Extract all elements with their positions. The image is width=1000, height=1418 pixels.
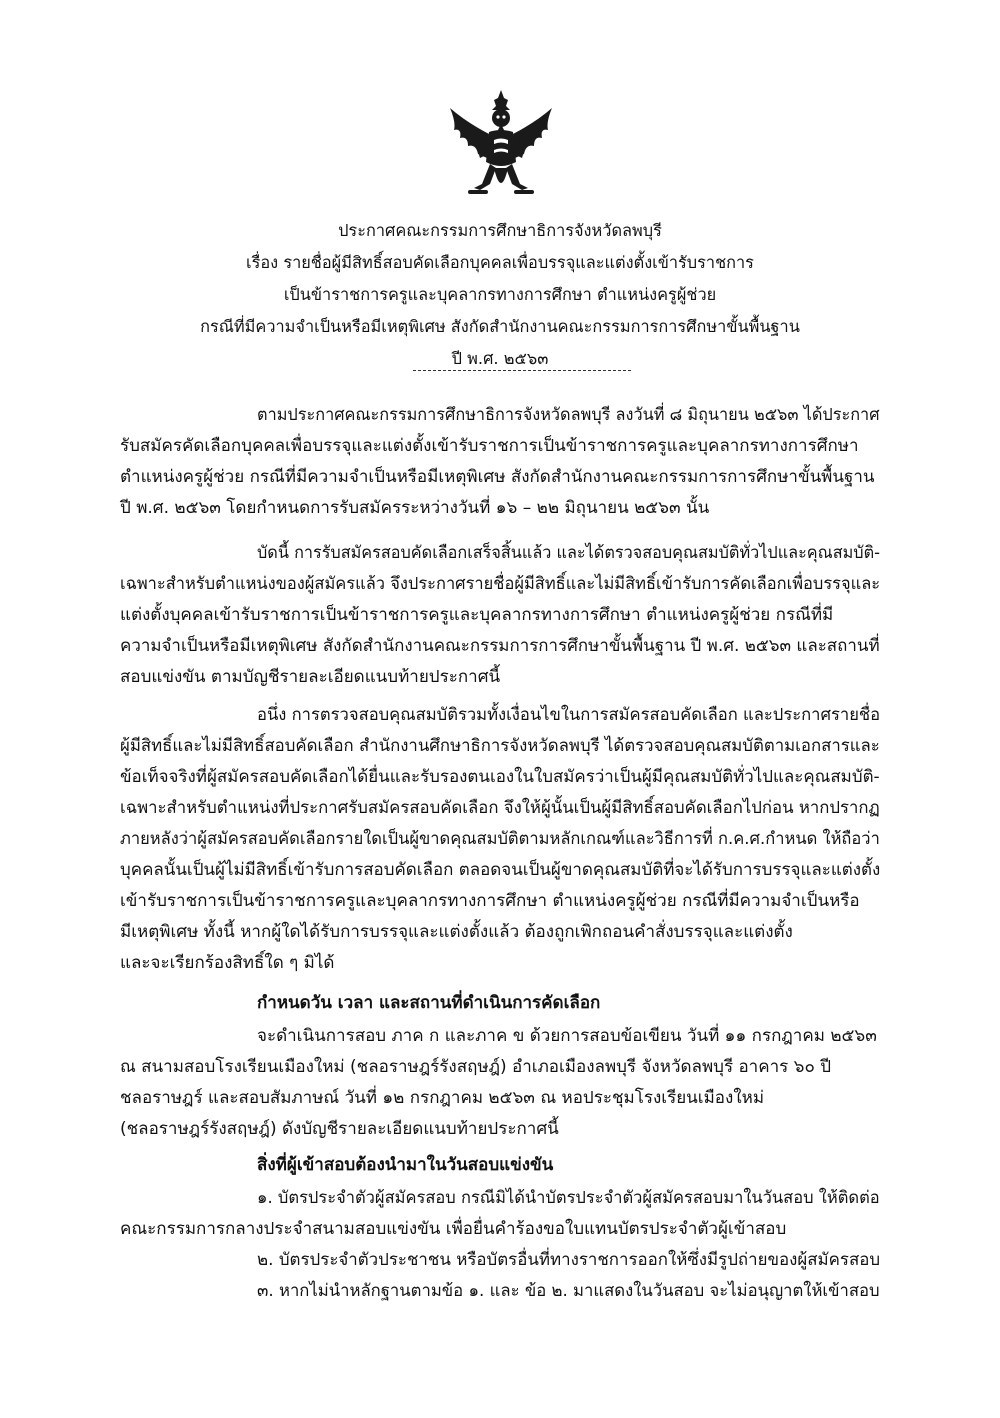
schedule-line: (ชลอราษฎร์รังสฤษฎ์) ดังบัญชีรายละเอียดแนบท้ายประกาศนี้ <box>120 1119 559 1139</box>
paragraph-2-line: แต่งตั้งบุคคลเข้ารับราชการเป็นข้าราชการครูและบุคลากรทางการศึกษา ตำแหน่งครูผู้ช่วย กรณีที่มี <box>120 605 834 625</box>
announcement-authority: ประกาศคณะกรรมการศึกษาธิการจังหวัดลพบุรี <box>338 221 662 240</box>
requirement-item-1-cont: คณะกรรมการกลางประจำสนามสอบแข่งขัน เพื่อยื่นคำร้องขอใบแทนบัตรประจำตัวผู้เข้าสอบ <box>120 1219 787 1239</box>
paragraph-3-line: อนึ่ง การตรวจสอบคุณสมบัติรวมทั้งเงื่อนไขในการสมัครสอบคัดเลือก และประกาศรายชื่อ <box>257 705 881 725</box>
schedule-line: ณ สนามสอบโรงเรียนเมืองใหม่ (ชลอราษฎร์รังสฤษฎ์) อำเภอเมืองลพบุรี จังหวัดลพบุรี อาคาร ๖๐ ปี <box>120 1057 832 1077</box>
schedule-heading: กำหนดวัน เวลา และสถานที่ดำเนินการคัดเลือก <box>257 993 601 1013</box>
paragraph-3-line: เฉพาะสำหรับตำแหน่งที่ประกาศรับสมัครสอบคัดเลือก จึงให้ผู้นั้นเป็นผู้มีสิทธิ์สอบคัดเลือกไปก่อน หากปรากฏ <box>120 798 880 818</box>
paragraph-2-line: ความจำเป็นหรือมีเหตุพิเศษ สังกัดสำนักงานคณะกรรมการการศึกษาขั้นพื้นฐาน ปี พ.ศ. ๒๕๖๓ และสถานที่ <box>120 636 880 656</box>
paragraph-1-line: ตามประกาศคณะกรรมการศึกษาธิการจังหวัดลพบุรี ลงวันที่ ๘ มิถุนายน ๒๕๖๓ ได้ประกาศ <box>257 405 880 425</box>
announcement-subject-line-3: กรณีที่มีความจำเป็นหรือมีเหตุพิเศษ สังกัดสำนักงานคณะกรรมการการศึกษาขั้นพื้นฐาน <box>200 317 800 336</box>
announcement-subject-line-2: เป็นข้าราชการครูและบุคลากรทางการศึกษา ตำแหน่งครูผู้ช่วย <box>283 285 717 304</box>
requirement-item-2: ๒. บัตรประจำตัวประชาชน หรือบัตรอื่นที่ทางราชการออกให้ซึ่งมีรูปถ่ายของผู้สมัครสอบ <box>257 1250 881 1270</box>
announcement-subject: เรื่อง รายชื่อผู้มีสิทธิ์สอบคัดเลือกบุคคลเพื่อบรรจุและแต่งตั้งเข้ารับราชการ <box>246 253 754 272</box>
paragraph-3-line: ผู้มีสิทธิ์และไม่มีสิทธิ์สอบคัดเลือก สำนักงานศึกษาธิการจังหวัดลพบุรี ได้ตรวจสอบคุณสมบัติตามเอกสารและ <box>120 736 880 756</box>
requirements-heading: สิ่งที่ผู้เข้าสอบต้องนำมาในวันสอบแข่งขัน <box>257 1155 554 1175</box>
requirement-item-1: ๑. บัตรประจำตัวผู้สมัครสอบ กรณีมิได้นำบัตรประจำตัวผู้สมัครสอบมาในวันสอบ ให้ติดต่อ <box>257 1188 880 1208</box>
garuda-emblem-icon <box>446 88 556 200</box>
paragraph-2-line: สอบแข่งขัน ตามบัญชีรายละเอียดแนบท้ายประกาศนี้ <box>120 667 501 687</box>
paragraph-1-line: ตำแหน่งครูผู้ช่วย กรณีที่มีความจำเป็นหรือมีเหตุพิเศษ สังกัดสำนักงานคณะกรรมการการศึกษาขั้นพื้นฐาน <box>120 467 875 487</box>
paragraph-3-line: บุคคลนั้นเป็นผู้ไม่มีสิทธิ์เข้ารับการสอบคัดเลือก ตลอดจนเป็นผู้ขาดคุณสมบัติที่จะได้รับการบรรจุและแต่งตั้ง <box>120 860 881 880</box>
schedule-line: จะดำเนินการสอบ ภาค ก และภาค ข ด้วยการสอบข้อเขียน วันที่ ๑๑ กรกฎาคม ๒๕๖๓ <box>257 1026 877 1046</box>
paragraph-2-line: เฉพาะสำหรับตำแหน่งของผู้สมัครแล้ว จึงประกาศรายชื่อผู้มีสิทธิ์และไม่มีสิทธิ์เข้ารับการคัดเลือกเพื่อบรรจุและ <box>120 574 881 594</box>
paragraph-1-line: ปี พ.ศ. ๒๕๖๓ โดยกำหนดการรับสมัครระหว่างวันที่ ๑๖ – ๒๒ มิถุนายน ๒๕๖๓ นั้น <box>120 498 710 518</box>
paragraph-3-line: มีเหตุพิเศษ ทั้งนี้ หากผู้ใดได้รับการบรรจุและแต่งตั้งแล้ว ต้องถูกเพิกถอนคำสั่งบรรจุและแต่งตั้ง <box>120 922 793 942</box>
paragraph-1-line: รับสมัครคัดเลือกบุคคลเพื่อบรรจุและแต่งตั้งเข้ารับราชการเป็นข้าราชการครูและบุคลากรทางการศึกษา <box>120 436 859 456</box>
announcement-year: ปี พ.ศ. ๒๕๖๓ <box>451 349 549 368</box>
paragraph-3-line: ข้อเท็จจริงที่ผู้สมัครสอบคัดเลือกได้ยื่นและรับรองตนเองในใบสมัครว่าเป็นผู้มีคุณสมบัติทั่วไปและคุณสมบัติ- <box>120 767 880 787</box>
paragraph-2-line: บัดนี้ การรับสมัครสอบคัดเลือกเสร็จสิ้นแล้ว และได้ตรวจสอบคุณสมบัติทั่วไปและคุณสมบัติ- <box>257 543 880 563</box>
schedule-line: ชลอราษฎร์ และสอบสัมภาษณ์ วันที่ ๑๒ กรกฎาคม ๒๕๖๓ ณ หอประชุมโรงเรียนเมืองใหม่ <box>120 1088 765 1108</box>
requirement-item-3: ๓. หากไม่นำหลักฐานตามข้อ ๑. และ ข้อ ๒. มาแสดงในวันสอบ จะไม่อนุญาตให้เข้าสอบ <box>257 1281 880 1301</box>
paragraph-3-line: ภายหลังว่าผู้สมัครสอบคัดเลือกรายใดเป็นผู้ขาดคุณสมบัติตามหลักเกณฑ์และวิธีการที่ ก.ค.ศ.กำหนด ให้ถือว่า <box>120 829 880 849</box>
paragraph-3-line: เข้ารับราชการเป็นข้าราชการครูและบุคลากรทางการศึกษา ตำแหน่งครูผู้ช่วย กรณีที่มีความจำเป็นหรือ <box>120 891 860 911</box>
title-separator <box>413 370 631 371</box>
paragraph-3-line: และจะเรียกร้องสิทธิ์ใด ๆ มิได้ <box>120 953 335 973</box>
